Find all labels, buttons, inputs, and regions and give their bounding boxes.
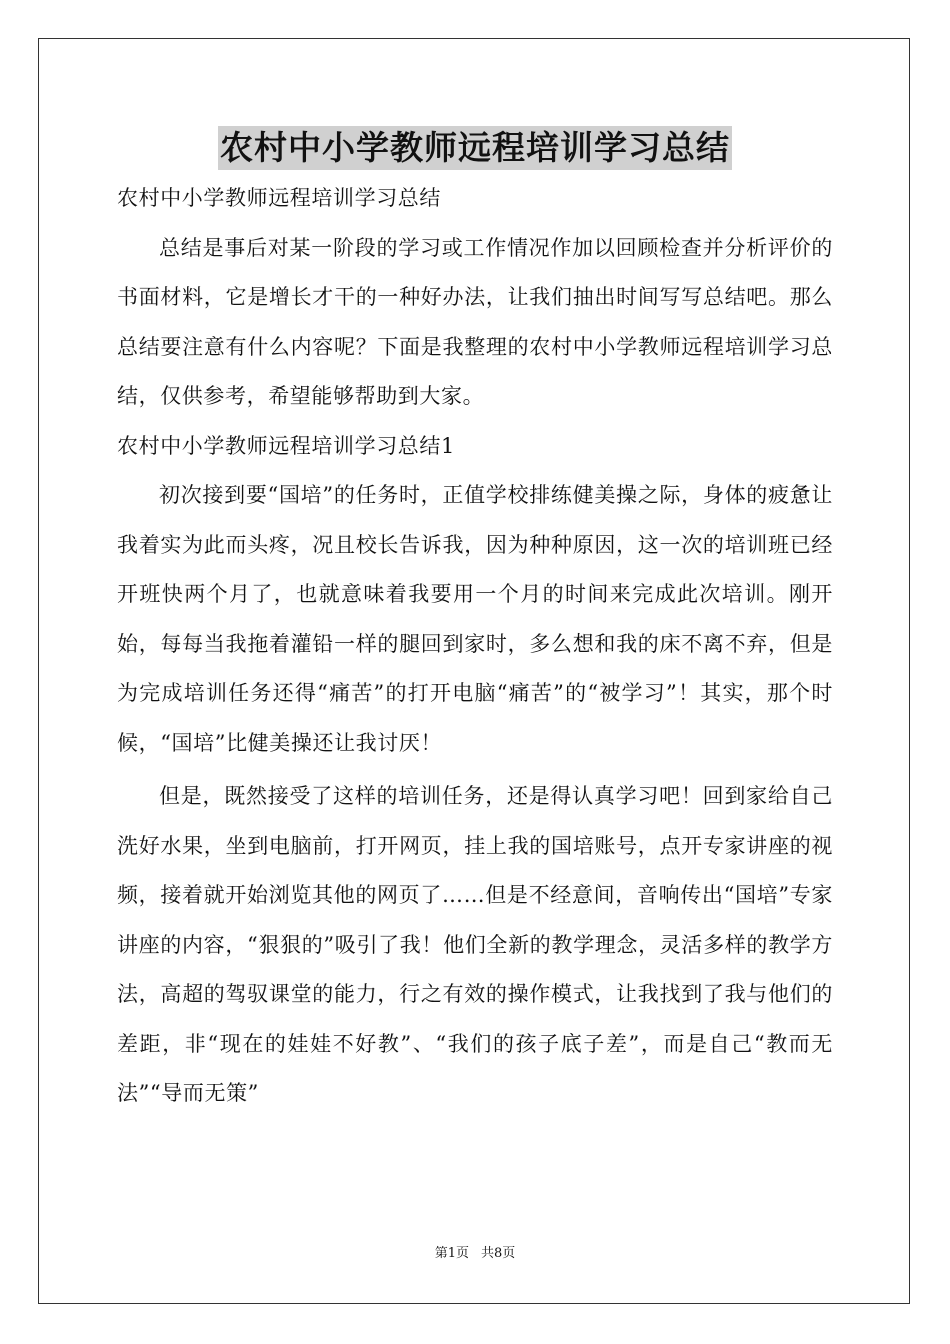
page-total: 共8页: [481, 1246, 516, 1261]
document-title: 农村中小学教师远程培训学习总结: [218, 126, 732, 170]
title-container: [0, 126, 950, 170]
page-footer: [0, 1244, 950, 1264]
page-number: 第1页: [434, 1246, 469, 1261]
paragraph: 初次接到要“国培”的任务时，正值学校排练健美操之际，身体的疲惫让我着实为此而头疼，况且校长告诉我，因为种种原因，这一次的培训班已经开班快两个月了，也就意味着我要用一个月的时间来完成此次培训。刚开始，每每当我拖着灌铅一样的腿回到家时，多么想和我的床不离不弃，但是为完成培训任务还得“痛苦”的打开电脑“痛苦”的“被学习”！其实，那个时候，“国培”比健美操还让我讨厌！: [117, 483, 833, 755]
document-body: [117, 174, 833, 1119]
paragraph: 农村中小学教师远程培训学习总结1: [117, 433, 455, 458]
paragraph: 农村中小学教师远程培训学习总结: [117, 186, 441, 210]
paragraph: 总结是事后对某一阶段的学习或工作情况作加以回顾检查并分析评价的书面材料，它是增长才干的一种好办法，让我们抽出时间写写总结吧。那么总结要注意有什么内容呢？下面是我整理的农村中小学教师远程培训学习总结，仅供参考，希望能够帮助到大家。: [117, 235, 833, 408]
paragraph: 但是，既然接受了这样的培训任务，还是得认真学习吧！回到家给自己洗好水果，坐到电脑前，打开网页，挂上我的国培账号，点开专家讲座的视频，接着就开始浏览其他的网页了……但是不经意间，音响传出“国培”专家讲座的内容，“狠狠的”吸引了我！他们全新的教学理念，灵活多样的教学方法，高超的驾驭课堂的能力，行之有效的操作模式，让我找到了我与他们的差距，非“现在的娃娃不好教”、“我们的孩子底子差”，而是自己“教而无法”“导而无策”: [117, 784, 833, 1105]
